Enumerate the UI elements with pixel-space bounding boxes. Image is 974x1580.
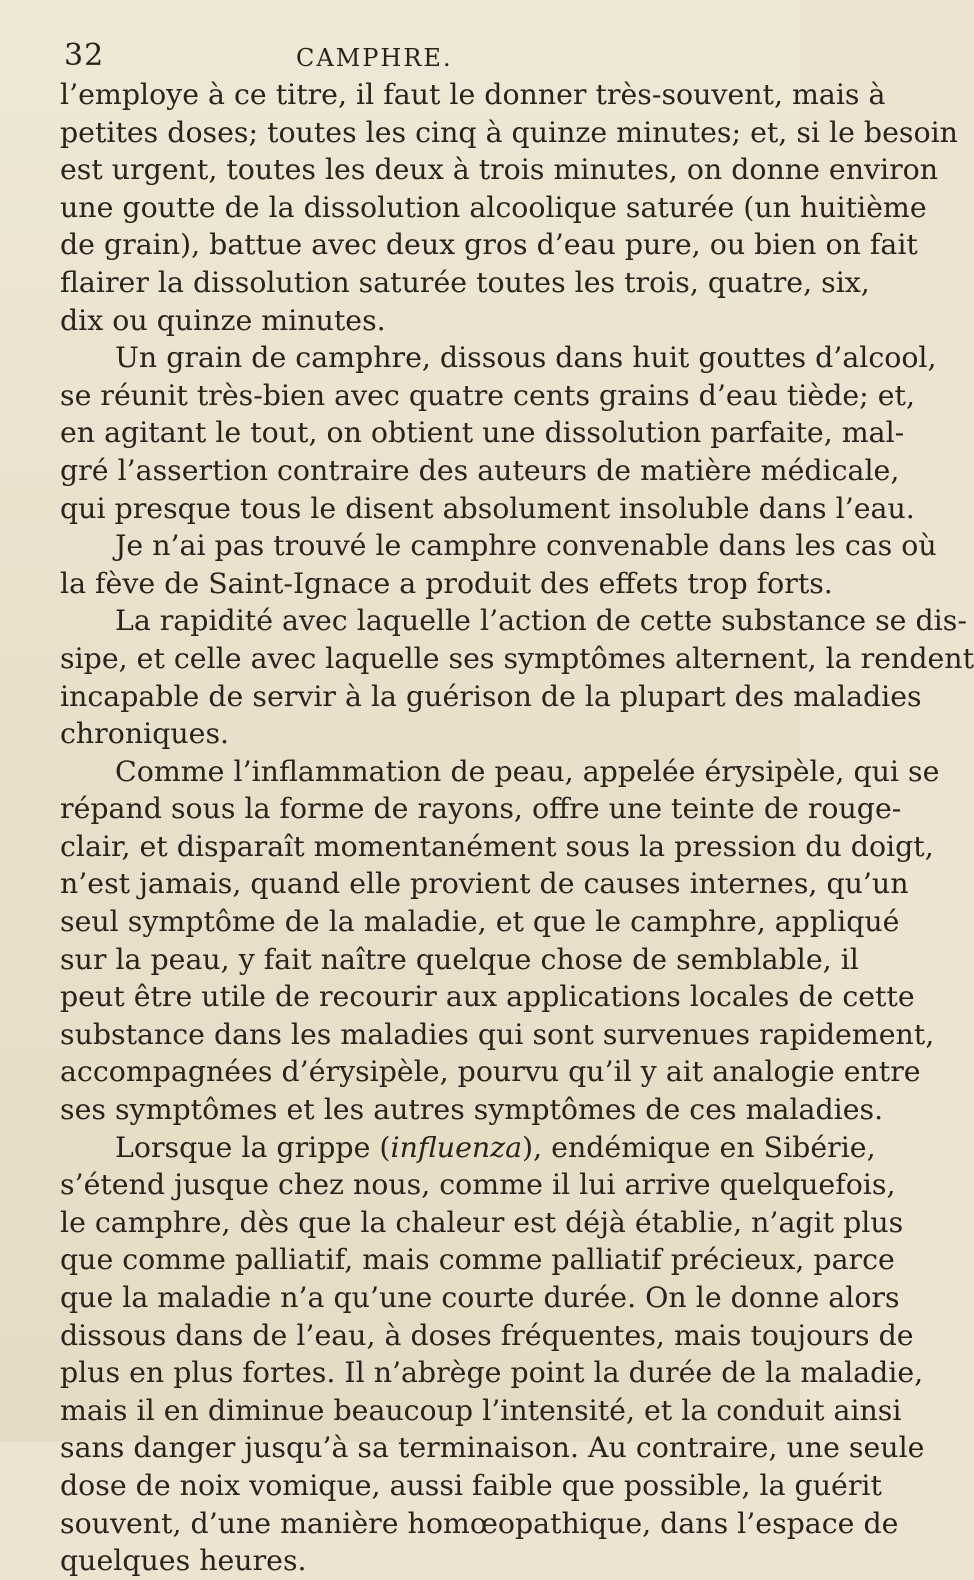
text-line: peut être utile de recourir aux applications locales de cette <box>60 980 915 1014</box>
text-line: clair, et disparaît momentanément sous la pression du doigt, <box>60 829 934 863</box>
text-line: sipe, et celle avec laquelle ses symptômes alternent, la rendent <box>60 641 974 675</box>
text-line: plus en plus fortes. Il n’abrège point la durée de la maladie, <box>60 1356 924 1390</box>
paragraph-first-line: Comme l’inflammation de peau, appelée érysipèle, qui se <box>115 754 940 788</box>
text-line: mais il en diminue beaucoup l’intensité, et la conduit ainsi <box>60 1393 902 1427</box>
text-line: l’employe à ce titre, il faut le donner très-souvent, mais à <box>60 78 886 111</box>
text-line: substance dans les maladies qui sont survenues rapidement, <box>60 1017 935 1051</box>
text-line: flairer la dissolution saturée toutes les trois, quatre, six, <box>60 265 870 299</box>
text-line: sans danger jusqu’à sa terminaison. Au contraire, une seule <box>60 1431 925 1465</box>
text-line: le camphre, dès que la chaleur est déjà établie, n’agit plus <box>60 1205 904 1239</box>
text-line: gré l’assertion contraire des auteurs de matière médicale, <box>60 453 900 487</box>
text-line: petites doses; toutes les cinq à quinze minutes; et, si le besoin <box>60 115 958 149</box>
paragraph-first-line: Lorsque la grippe (influenza), endémique en Sibérie, <box>115 1130 876 1164</box>
text-line: sur la peau, y fait naître quelque chose de semblable, il <box>60 942 859 976</box>
text-line: répand sous la forme de rayons, offre une teinte de rouge- <box>60 792 902 826</box>
paragraph-first-line: Je n’ai pas trouvé le camphre convenable dans les cas où <box>115 529 937 563</box>
text-line: en agitant le tout, on obtient une dissolution parfaite, mal- <box>60 416 905 450</box>
text-line: se réunit très-bien avec quatre cents grains d’eau tiède; et, <box>60 378 915 412</box>
text-line: accompagnées d’érysipèle, pourvu qu’il y ait analogie entre <box>60 1055 921 1089</box>
paragraph-first-line: La rapidité avec laquelle l’action de cette substance se dis- <box>115 604 967 638</box>
text-line: chroniques. <box>60 717 230 751</box>
running-title: CAMPHRE. <box>296 44 453 72</box>
body-text <box>60 76 974 1580</box>
text-line: seul symptôme de la maladie, et que le camphre, appliqué <box>60 905 900 939</box>
text-line: quelques heures. <box>60 1544 307 1578</box>
text-line: ses symptômes et les autres symptômes de ces maladies. <box>60 1093 884 1127</box>
text-line: s’étend jusque chez nous, comme il lui arrive quelquefois, <box>60 1168 896 1202</box>
text-line: n’est jamais, quand elle provient de causes internes, qu’un <box>60 867 909 901</box>
page-number: 32 <box>64 38 105 73</box>
text-line: qui presque tous le disent absolument insoluble dans l’eau. <box>60 491 915 525</box>
text-line: que comme palliatif, mais comme palliatif précieux, parce <box>60 1243 895 1277</box>
paragraph-first-line: Un grain de camphre, dissous dans huit gouttes d’alcool, <box>115 341 937 375</box>
text-line: est urgent, toutes les deux à trois minutes, on donne environ <box>60 153 939 187</box>
text-line: incapable de servir à la guérison de la plupart des maladies <box>60 679 922 713</box>
text-line: souvent, d’une manière homœopathique, dans l’espace de <box>60 1506 899 1540</box>
text-line: dose de noix vomique, aussi faible que possible, la guérit <box>60 1468 882 1502</box>
text-line: dissous dans de l’eau, à doses fréquentes, mais toujours de <box>60 1318 914 1352</box>
text-line: de grain), battue avec deux gros d’eau pure, ou bien on fait <box>60 228 918 262</box>
italic-term: influenza <box>390 1130 523 1164</box>
page-header <box>64 38 754 78</box>
text-line: la fève de Saint-Ignace a produit des effets trop forts. <box>60 566 833 600</box>
text-line: une goutte de la dissolution alcoolique saturée (un huitième <box>60 190 927 224</box>
text-line: dix ou quinze minutes. <box>60 303 386 337</box>
text-line: que la maladie n’a qu’une courte durée. On le donne alors <box>60 1281 900 1314</box>
